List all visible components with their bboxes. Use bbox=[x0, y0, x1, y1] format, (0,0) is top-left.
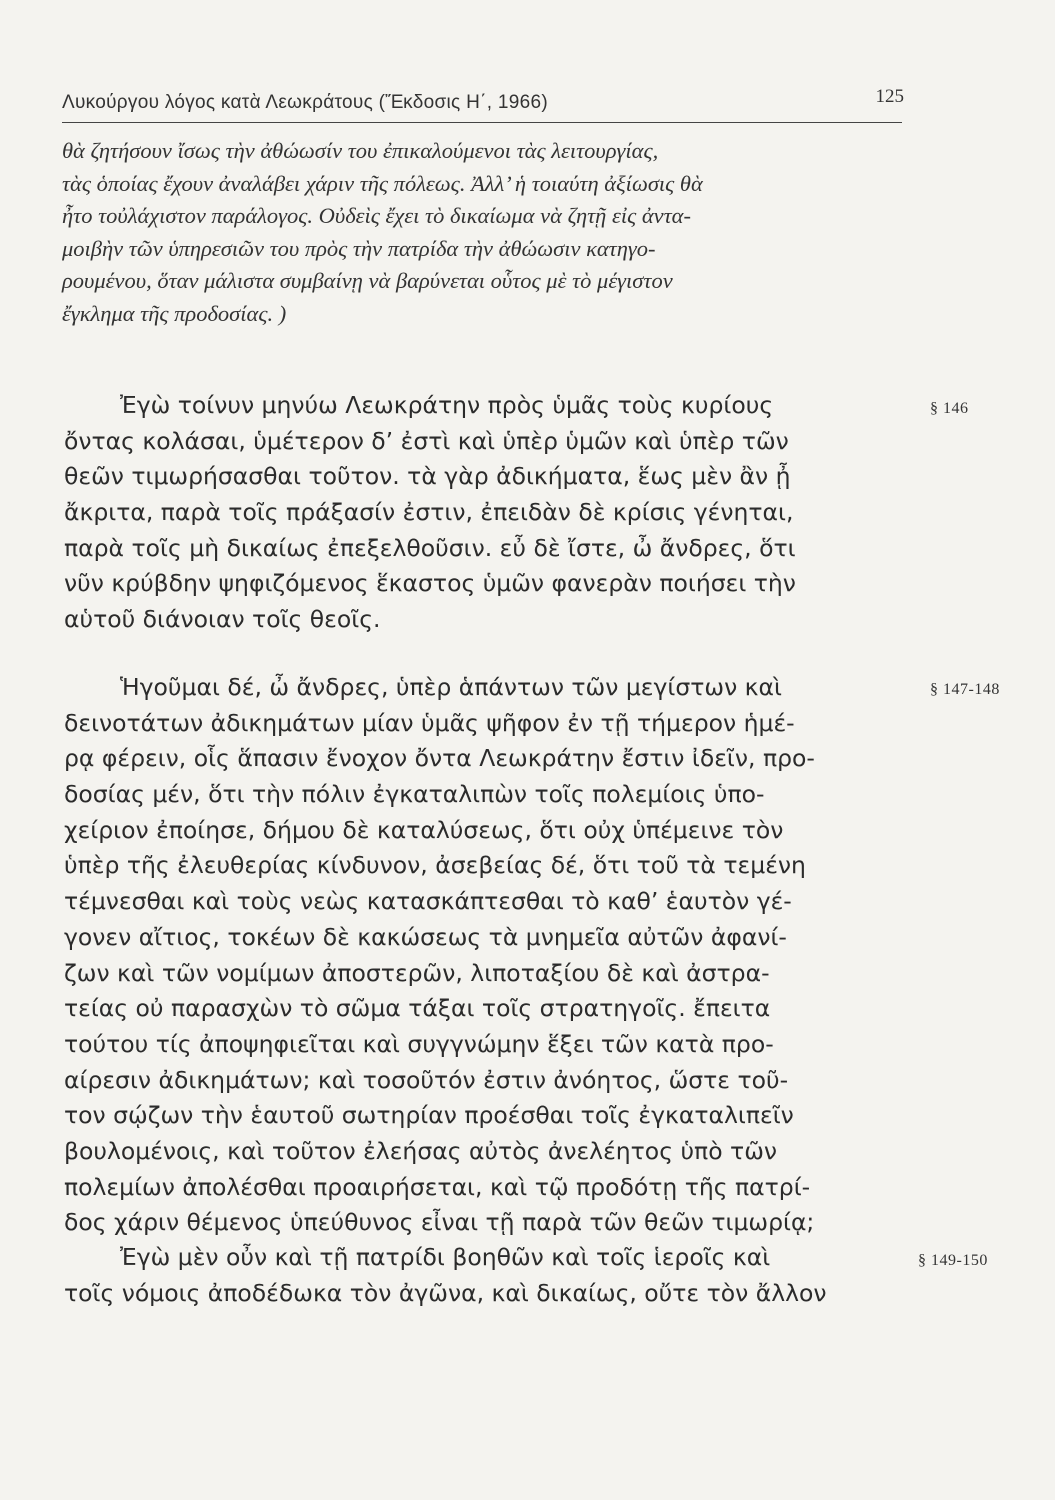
section-marker-149-150: § 149-150 bbox=[918, 1252, 988, 1269]
text-line: βουλομένοις, καὶ τοῦτον ἐλεήσας αὐτὸς ἀνελέητος ὑπὸ τῶν bbox=[64, 1136, 777, 1165]
section-marker-146: § 146 bbox=[930, 400, 969, 417]
text-line: δεινοτάτων ἀδικημάτων μίαν ὑμᾶς ψῆφον ἐν τῇ τήμερον ἡμέ- bbox=[64, 708, 795, 737]
text-line: παρὰ τοῖς μὴ δικαίως ἐπεξελθοῦσιν. εὖ δὲ ἴστε, ὦ ἄνδρες, ὅτι bbox=[64, 533, 796, 562]
text-line: δοσίας μέν, ὅτι τὴν πόλιν ἐγκαταλιπὼν τοῖς πολεμίοις ὑπο- bbox=[64, 780, 765, 809]
text-line: Ἐγὼ τοίνυν μηνύω Λεωκράτην πρὸς ὑμᾶς τοὺς κυρίους bbox=[120, 391, 774, 419]
note-line: ἦτο τοὐλάχιστον παράλογος. Οὐδεὶς ἔχει τὸ δικαίωμα νὰ ζητῇ εἰς ἀντα- bbox=[62, 203, 691, 229]
section-marker-147-148: § 147-148 bbox=[930, 681, 1000, 698]
text-line: τείας οὐ παρασχὼν τὸ σῶμα τάξαι τοῖς στρατηγοῖς. ἔπειτα bbox=[64, 994, 771, 1023]
text-line: γονεν αἴτιος, τοκέων δὲ κακώσεως τὰ μνημεῖα αὐτῶν ἀφανί- bbox=[64, 922, 787, 951]
text-line: αίρεσιν ἀδικημάτων; καὶ τοσοῦτόν ἐστιν ἀνόητος, ὥστε τοῦ- bbox=[64, 1065, 789, 1094]
text-line: χείριον ἐποίησε, δήμου δὲ καταλύσεως, ὅτι οὐχ ὑπέμεινε τὸν bbox=[64, 815, 784, 844]
text-line: ὄντας κολάσαι, ὑμέτερον δ’ ἐστὶ καὶ ὑπὲρ ὑμῶν καὶ ὑπὲρ τῶν bbox=[64, 426, 789, 455]
note-line: ρουμένου, ὅταν μάλιστα συμβαίνῃ νὰ βαρύνεται οὗτος μὲ τὸ μέγιστον bbox=[62, 268, 673, 294]
text-line: δος χάριν θέμενος ὑπεύθυνος εἶναι τῇ παρὰ τῶν θεῶν τιμωρίᾳ; bbox=[64, 1208, 815, 1237]
running-head bbox=[62, 86, 902, 123]
text-line: ρᾳ φέρειν, οἷς ἅπασιν ἔνοχον ὄντα Λεωκράτην ἔστιν ἰδεῖν, προ- bbox=[64, 744, 815, 773]
translation-note bbox=[62, 135, 902, 331]
text-line: Ἐγὼ μὲν οὖν καὶ τῇ πατρίδι βοηθῶν καὶ τοῖς ἱεροῖς καὶ bbox=[120, 1243, 771, 1271]
text-line: πολεμίων ἀπολέσθαι προαιρήσεται, καὶ τῷ προδότῃ τῆς πατρί- bbox=[64, 1172, 811, 1201]
paragraph-146 bbox=[64, 388, 900, 638]
text-line: ὑπὲρ τῆς ἐλευθερίας κίνδυνον, ἀσεβείας δέ, ὅτι τοῦ τὰ τεμένη bbox=[64, 851, 806, 880]
text-line: νῦν κρύβδην ψηφιζόμενος ἕκαστος ὑμῶν φανερὰν ποιήσει τὴν bbox=[64, 569, 796, 598]
paragraph-147-148 bbox=[64, 670, 900, 1241]
running-title: Λυκούργου λόγος κατὰ Λεωκράτους (Ἔκδοσις Η΄, 1966) bbox=[62, 92, 548, 113]
text-line: τέμνεσθαι καὶ τοὺς νεὼς κατασκάπτεσθαι τὸ καθ’ ἑαυτὸν γέ- bbox=[64, 887, 792, 916]
text-line: τον σῴζων τὴν ἑαυτοῦ σωτηρίαν προέσθαι τοῖς ἐγκαταλιπεῖν bbox=[64, 1101, 794, 1130]
text-line: αὑτοῦ διάνοιαν τοῖς θεοῖς. bbox=[64, 605, 381, 634]
text-line: Ἡγοῦμαι δέ, ὦ ἄνδρες, ὑπὲρ ἁπάντων τῶν μεγίστων καὶ bbox=[120, 673, 782, 701]
page-number: 125 bbox=[875, 86, 904, 107]
note-line: ἔγκλημα τῆς προδοσίας. ) bbox=[62, 300, 287, 326]
note-line: θὰ ζητήσουν ἴσως τὴν ἀθώωσίν του ἐπικαλούμενοι τὰς λειτουργίας, bbox=[62, 138, 659, 163]
text-line: τούτου τίς ἀποψηφιεῖται καὶ συγγνώμην ἕξει τῶν κατὰ προ- bbox=[64, 1029, 774, 1058]
text-line: τοῖς νόμοις ἀποδέδωκα τὸν ἀγῶνα, καὶ δικαίως, οὔτε τὸν ἄλλον bbox=[64, 1278, 827, 1307]
text-line: ζων καὶ τῶν νομίμων ἀποστερῶν, λιποταξίου δὲ καὶ ἀστρα- bbox=[64, 958, 770, 987]
note-line: μοιβὴν τῶν ὑπηρεσιῶν του πρὸς τὴν πατρίδα τὴν ἀθώωσιν κατηγο- bbox=[62, 235, 656, 261]
note-line: τὰς ὁποίας ἔχουν ἀναλάβει χάριν τῆς πόλεως. Ἀλλ’ ἡ τοιαύτη ἀξίωσις θὰ bbox=[62, 170, 703, 196]
text-line: ἄκριτα, παρὰ τοῖς πράξασίν ἐστιν, ἐπειδὰν δὲ κρίσις γένηται, bbox=[64, 498, 794, 527]
paragraph-149-150 bbox=[64, 1240, 900, 1311]
text-line: θεῶν τιμωρήσασθαι τοῦτον. τὰ γὰρ ἀδικήματα, ἕως μὲν ἂν ᾖ bbox=[64, 462, 791, 491]
